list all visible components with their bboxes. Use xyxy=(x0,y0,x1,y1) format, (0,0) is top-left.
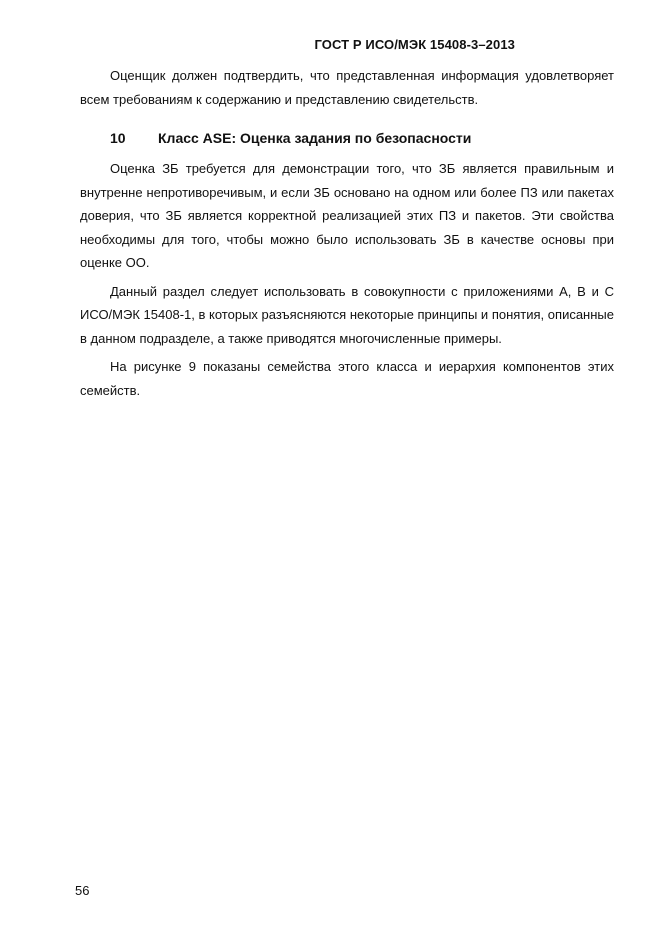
section-heading xyxy=(80,127,614,149)
section-number: 10 xyxy=(110,130,126,146)
section-title: Класс ASE: Оценка задания по безопасности xyxy=(158,130,472,146)
page-number: 56 xyxy=(75,883,90,898)
document-body xyxy=(80,64,614,402)
paragraph-1: Оценка ЗБ требуется для демонстрации того, что ЗБ является правильным и внутренне непротиворечивым, и если ЗБ основано на одном или более ПЗ или пакетах доверия, что ЗБ является корректной реализацией этих ПЗ и пакетов. Эти свойства необходимы для того, чтобы можно было использовать ЗБ в качестве основы при оценке ОО. xyxy=(80,161,614,270)
paragraph-3: На рисунке 9 показаны семейства этого класса и иерархия компонентов этих семейств. xyxy=(80,359,614,398)
paragraph-2: Данный раздел следует использовать в совокупности с приложениями А, В и С ИСО/МЭК 15408-1, в которых разъясняются некоторые принципы и понятия, описанные в данном подразделе, а также приводятся многочисленные примеры. xyxy=(80,283,614,346)
document-header: ГОСТ Р ИСО/МЭК 15408-3–2013 xyxy=(314,37,515,52)
intro-paragraph: Оценщик должен подтвердить, что представленная информация удовлетворяет всем требованиям к содержанию и представлению свидетельств. xyxy=(80,68,614,107)
